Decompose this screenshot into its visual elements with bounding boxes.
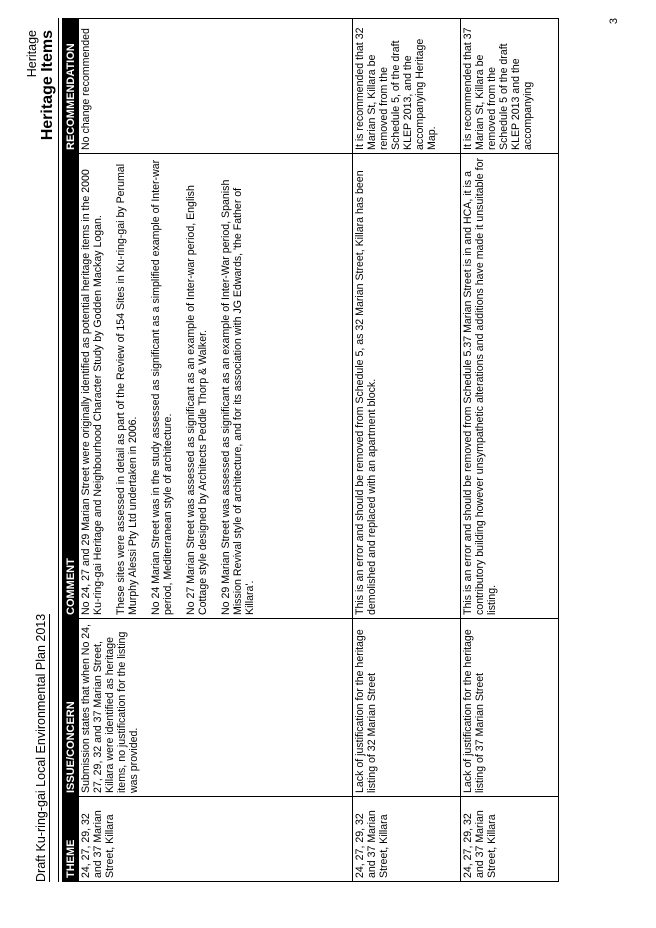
page-number: 3 — [608, 18, 620, 25]
comment-paragraph: This is an error and should be removed from Schedule 5.37 Marian Street is in and HCA, it is a contributory building however unsympathetic alterations and additions have made it unsuitable for listing. — [462, 158, 498, 615]
comment-paragraph: No 29 Marian Street was assessed as significant as an example of Inter-War period, Spanish Mission Revival style of architecture, and for its association with JG Edwards, 'the Father of Killara'. — [220, 179, 256, 615]
section-label: Heritage — [25, 30, 39, 78]
table-row — [461, 19, 559, 882]
table-header-row — [63, 19, 79, 882]
issue-cell: Lack of justification for the heritage listing of 37 Marian Street — [461, 619, 559, 797]
table-row — [79, 19, 353, 882]
recommendation-cell: It is recommended that 32 Marian St, Killara be removed from the Schedule 5, of the draft KLEP 2013, and the accompanying Heritage Map. — [353, 19, 461, 154]
comment-paragraph: This is an error and should be removed from Schedule 5, as 32 Marian Street, Killara has been demolished and replaced with an apartment block. — [354, 170, 378, 615]
table-row — [353, 19, 461, 882]
column-header-recommendation: RECOMMENDATION — [63, 19, 79, 154]
comment-paragraph: No 24 Marian Street was in the study assessed as significant as a simplified example of Inter-war period, Mediterranean style of architecture. — [150, 159, 174, 615]
issue-cell: Submission states that when No 24, 27, 29, 32 and 37 Marian Street, Killara were identified as heritage items, no justification for the listing was provided. — [79, 619, 353, 797]
header-rule — [58, 18, 59, 882]
theme-cell: 24, 27, 29, 32 and 37 Marian Street, Killara — [79, 797, 353, 882]
submissions-table — [62, 18, 559, 882]
column-header-theme: THEME — [63, 797, 79, 882]
comment-paragraph: No 24, 27 and 29 Marian Street were originally identified as potential heritage items in the 2000 Ku-ring-gai Heritage and Neighbourhood Character Study by Godden Mackay Logan. — [80, 169, 104, 615]
section-header — [25, 30, 57, 140]
column-header-issue: ISSUE/CONCERN — [63, 619, 79, 797]
recommendation-cell: It is recommended that 37 Marian St, Killara be removed from the Schedule 5 of the draft KLEP 2013 and the accompanying — [461, 19, 559, 154]
recommendation-cell: No change recommended — [79, 19, 353, 154]
comment-cell — [461, 154, 559, 619]
comment-cell — [79, 154, 353, 619]
theme-cell: 24, 27, 29, 32 and 37 Marian Street, Killara — [461, 797, 559, 882]
theme-cell: 24, 27, 29, 32 and 37 Marian Street, Killara — [353, 797, 461, 882]
comment-cell — [353, 154, 461, 619]
issue-cell: Lack of justification for the heritage listing of 32 Marian Street — [353, 619, 461, 797]
comment-paragraph: These sites were assessed in detail as part of the Review of 154 Sites in Ku-ring-gai by Perumal Murphy Alessi Pty Ltd undertaken in 2006. — [115, 163, 139, 615]
comment-paragraph: No 27 Marian Street was assessed as significant as an example of Inter-war period, English Cottage style designed by Architects Peddle Thorp & Walker. — [185, 185, 209, 615]
section-title: Heritage Items — [39, 30, 56, 141]
column-header-comment: COMMENT — [63, 154, 79, 619]
document-title: Draft Ku-ring-gai Local Environmental Plan 2013 — [34, 613, 48, 882]
